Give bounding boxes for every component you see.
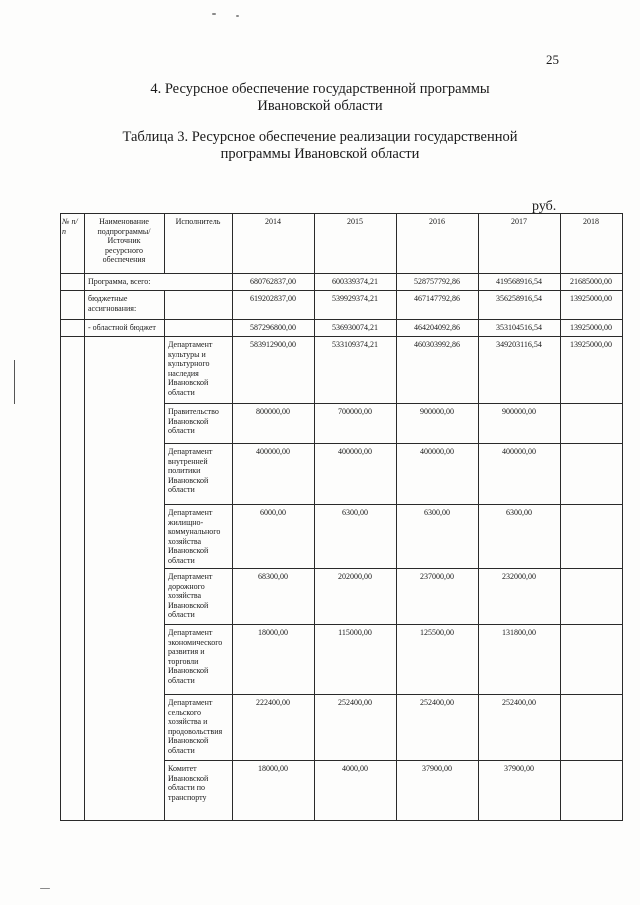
resource-table	[60, 213, 623, 821]
cell-2015: 400000,00	[315, 444, 397, 505]
cell-2016: 900000,00	[397, 404, 479, 444]
cell-2016: 460303992,86	[397, 337, 479, 404]
cell-executor: Департамент внутренней политики Ивановской области	[165, 444, 233, 505]
cell-2015: 6300,00	[315, 505, 397, 569]
scan-artifact-dot	[236, 15, 239, 17]
cell-executor: Правительство Ивановской области	[165, 404, 233, 444]
cell-2015: 536930074,21	[315, 320, 397, 337]
cell-2015: 4000,00	[315, 761, 397, 821]
cell-name: - областной бюджет	[85, 320, 165, 337]
cell-2014: 222400,00	[233, 695, 315, 761]
cell-2018: 13925000,00	[561, 291, 623, 320]
header-num: № п/п	[61, 214, 85, 274]
cell-name	[85, 337, 165, 821]
cell-executor: Департамент культуры и культурного наследия Ивановской области	[165, 337, 233, 404]
cell-2018	[561, 505, 623, 569]
table-row-regional-budget	[61, 320, 623, 337]
cell-2014: 680762837,00	[233, 274, 315, 291]
cell-2015: 202000,00	[315, 569, 397, 625]
cell-num	[61, 291, 85, 320]
cell-2017: 900000,00	[479, 404, 561, 444]
cell-2017: 400000,00	[479, 444, 561, 505]
cell-num	[61, 320, 85, 337]
scan-artifact-dot	[212, 13, 216, 15]
header-2014: 2014	[233, 214, 315, 274]
cell-2016: 6300,00	[397, 505, 479, 569]
cell-2016: 528757792,86	[397, 274, 479, 291]
cell-2018	[561, 761, 623, 821]
cell-num	[61, 274, 85, 291]
cell-2016: 37900,00	[397, 761, 479, 821]
cell-2015: 539929374,21	[315, 291, 397, 320]
currency-unit-label: руб.	[532, 199, 557, 214]
cell-2017: 6300,00	[479, 505, 561, 569]
cell-num	[61, 337, 85, 821]
header-2016: 2016	[397, 214, 479, 274]
cell-2016: 125500,00	[397, 625, 479, 695]
cell-2014: 619202837,00	[233, 291, 315, 320]
cell-2017: 37900,00	[479, 761, 561, 821]
table-caption-line-1: Таблица 3. Ресурсное обеспечение реализации государственной	[122, 129, 518, 145]
cell-2015: 600339374,21	[315, 274, 397, 291]
cell-2015: 533109374,21	[315, 337, 397, 404]
cell-2017: 232000,00	[479, 569, 561, 625]
cell-2014: 68300,00	[233, 569, 315, 625]
table-row-program-total	[61, 274, 623, 291]
cell-executor: Комитет Ивановской области по транспорту	[165, 761, 233, 821]
cell-2018	[561, 695, 623, 761]
header-2015: 2015	[315, 214, 397, 274]
cell-2018	[561, 625, 623, 695]
cell-2014: 800000,00	[233, 404, 315, 444]
cell-executor: Департамент сельского хозяйства и продовольствия Ивановской области	[165, 695, 233, 761]
cell-executor	[165, 291, 233, 320]
page-number: 25	[546, 52, 559, 67]
cell-2016: 252400,00	[397, 695, 479, 761]
cell-2018	[561, 404, 623, 444]
cell-2018	[561, 444, 623, 505]
cell-executor: Департамент жилищно-коммунального хозяйства Ивановской области	[165, 505, 233, 569]
cell-2014: 18000,00	[233, 761, 315, 821]
table-caption-line-2: программы Ивановской области	[220, 146, 420, 162]
header-name: Наименование подпрограммы/ Источник ресурсного обеспечения	[85, 214, 165, 274]
cell-2014: 6000,00	[233, 505, 315, 569]
cell-2017: 356258916,54	[479, 291, 561, 320]
section-heading	[0, 81, 640, 115]
cell-2018: 13925000,00	[561, 320, 623, 337]
cell-2016: 464204092,86	[397, 320, 479, 337]
cell-2014: 400000,00	[233, 444, 315, 505]
cell-2017: 131800,00	[479, 625, 561, 695]
table-header-row	[61, 214, 623, 274]
cell-name: бюджетные ассигнования:	[85, 291, 165, 320]
table-row-budget-allocations	[61, 291, 623, 320]
cell-executor: Департамент экономического развития и торговли Ивановской области	[165, 625, 233, 695]
cell-2017: 349203116,54	[479, 337, 561, 404]
section-heading-line-1: 4. Ресурсное обеспечение государственной программы	[150, 81, 490, 97]
scan-artifact-line	[14, 360, 15, 404]
scan-artifact-dot	[40, 888, 50, 889]
cell-2017: 419568916,54	[479, 274, 561, 291]
table-row-executor	[61, 337, 623, 404]
cell-name: Программа, всего:	[85, 274, 233, 291]
cell-2018: 13925000,00	[561, 337, 623, 404]
cell-executor	[165, 320, 233, 337]
header-2017: 2017	[479, 214, 561, 274]
header-2018: 2018	[561, 214, 623, 274]
cell-2018	[561, 569, 623, 625]
table-caption	[0, 129, 640, 163]
cell-2015: 115000,00	[315, 625, 397, 695]
cell-2015: 700000,00	[315, 404, 397, 444]
cell-2014: 587296800,00	[233, 320, 315, 337]
cell-2015: 252400,00	[315, 695, 397, 761]
cell-2018: 21685000,00	[561, 274, 623, 291]
cell-2016: 467147792,86	[397, 291, 479, 320]
section-heading-line-2: Ивановской области	[257, 98, 383, 114]
cell-2017: 252400,00	[479, 695, 561, 761]
cell-2014: 583912900,00	[233, 337, 315, 404]
cell-executor: Департамент дорожного хозяйства Ивановской области	[165, 569, 233, 625]
cell-2016: 237000,00	[397, 569, 479, 625]
cell-2017: 353104516,54	[479, 320, 561, 337]
header-executor: Исполнитель	[165, 214, 233, 274]
cell-2014: 18000,00	[233, 625, 315, 695]
cell-2016: 400000,00	[397, 444, 479, 505]
